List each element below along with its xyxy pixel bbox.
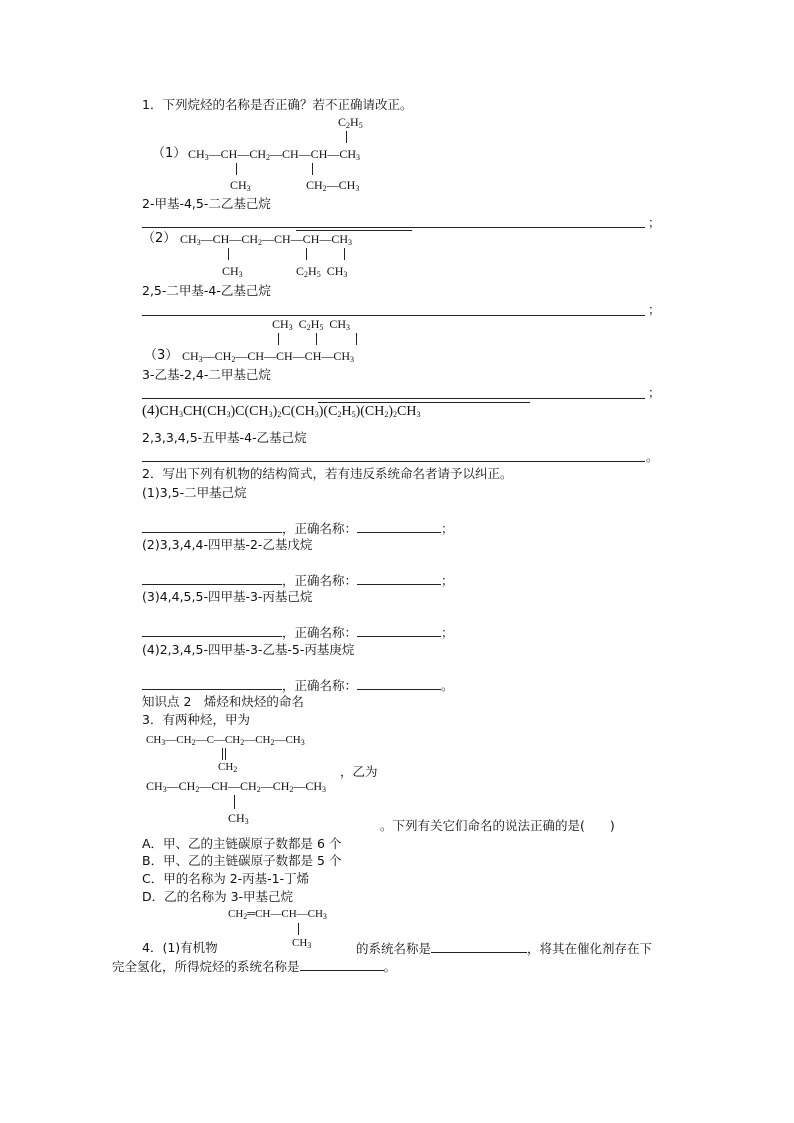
q1-s1-label: （1） [152,146,187,161]
q3-option-c[interactable]: C．甲的名称为 2-丙基-1-丁烯 [142,871,310,886]
q1-s3-name: 3-乙基-2,4-二甲基己烷 [142,367,271,382]
q2-item-3-name: (3)4,4,5,5-四甲基-3-丙基己烷 [142,589,313,604]
kp2-title: 知识点 2 烯烃和炔烃的命名 [142,694,304,709]
q2-item-4-answer: ，正确名称： 。 [142,677,454,694]
q3-question: 。下列有关它们命名的说法正确的是( ) [380,818,615,833]
q1-s2-end: ； [648,302,661,317]
q3-option-a[interactable]: A．甲、乙的主链碳原子数都是 6 个 [142,836,342,851]
q2-item-1-answer: ，正确名称： ； [142,520,454,537]
q4-line2: 完全氢化，所得烷烃的系统名称是 。 [112,959,397,974]
q4-line1: 的系统名称是 ，将其在催化剂存在下 [356,941,653,956]
q1-s1-name: 2-甲基-4,5-二乙基己烷 [142,196,271,211]
q4-pre: 4．(1)有机物 [142,940,218,955]
q1-s1-end: ； [648,215,661,230]
q2-item-4-structure-blank[interactable] [142,677,282,690]
q2-item-3-structure-blank[interactable] [142,624,282,637]
q2-item-1-correct-blank[interactable] [357,520,441,533]
q1-s4-answer-line[interactable] [142,461,645,462]
q2-item-2-correct-blank[interactable] [357,572,441,585]
q4-name-blank[interactable] [431,940,527,953]
q3-option-b[interactable]: B．甲、乙的主链碳原子数都是 5 个 [142,853,342,868]
q1-s4-end: 。 [646,449,659,464]
q2-item-3-correct-blank[interactable] [357,624,441,637]
q3-title: 3．有两种烃，甲为 [142,712,250,727]
q1-s4-formula: $(4)CH_3CH(CH_3)C(CH_3)_2C(CH_3)(C_2H_5)(CH_2)_2CH_3$ [142,403,421,419]
q1-s3-answer-line[interactable] [142,398,645,399]
q3-option-d[interactable]: D．乙的名称为 3-甲基己烷 [142,889,294,904]
q2-item-1-structure-blank[interactable] [142,520,282,533]
q4-hydrogenated-blank[interactable] [300,958,384,971]
q2-item-2-name: (2)3,3,4,4-四甲基-2-乙基戊烷 [142,537,313,552]
q2-item-2-structure-blank[interactable] [142,572,282,585]
q1-s2-answer-line[interactable] [142,315,645,316]
q2-item-1-name: (1)3,5-二甲基己烷 [142,485,247,500]
q1-s3-label: （3） [144,348,179,363]
q1-s1-answer-line[interactable] [142,227,645,228]
q1-s2-name: 2,5-二甲基-4-乙基己烷 [142,283,271,298]
q2-item-2-answer: ，正确名称： ； [142,572,454,589]
q1-s3-end: ； [648,385,661,400]
q2-item-3-answer: ，正确名称： ； [142,624,454,641]
q1-title: 1．下列烷烃的名称是否正确？若不正确请改正。 [142,97,413,112]
q3-yi-label: ，乙为 [340,764,378,779]
q2-title: 2．写出下列有机物的结构简式，若有违反系统命名者请予以纠正。 [142,466,513,481]
q2-item-4-name: (4)2,3,4,5-四甲基-3-乙基-5-丙基庚烷 [142,642,355,657]
q1-s4-name: 2,3,3,4,5-五甲基-4-乙基己烷 [142,430,307,445]
q2-item-4-correct-blank[interactable] [357,677,441,690]
q1-s2-label: （2） [142,231,177,246]
